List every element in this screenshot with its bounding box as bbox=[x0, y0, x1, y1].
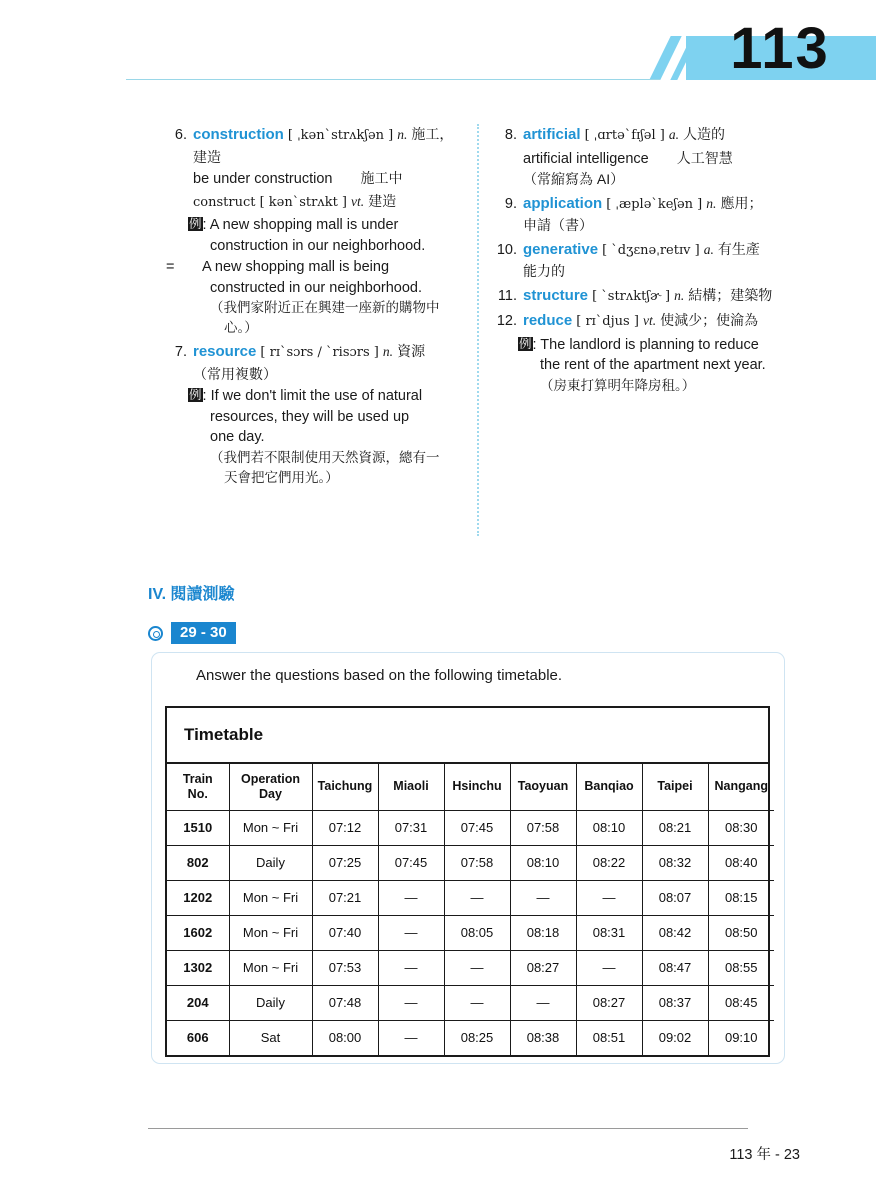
cell-banqiao: 08:31 bbox=[576, 915, 642, 950]
equivalent-line-2: constructed in our neighborhood. bbox=[210, 279, 423, 296]
section-heading: IV. 閱讀測驗 bbox=[148, 586, 235, 603]
cell-miaoli: — bbox=[378, 915, 444, 950]
train-no-line2: No. bbox=[187, 786, 208, 801]
phonetic-transcription: [ ˋstrʌktʃɚ ] bbox=[592, 288, 671, 304]
cell-day: Mon ~ Fri bbox=[229, 880, 312, 915]
vocabulary-left-column bbox=[162, 124, 482, 491]
cell-taoyuan: 08:38 bbox=[510, 1020, 576, 1055]
entry-number: 12. bbox=[496, 313, 517, 329]
definition-zh: 有生產 bbox=[717, 240, 760, 257]
phrase-meaning: 施工中 bbox=[360, 170, 403, 186]
cell-taichung: 07:53 bbox=[312, 950, 378, 985]
cell-day: Mon ~ Fri bbox=[229, 915, 312, 950]
timetable-header-row bbox=[167, 764, 774, 810]
example-line-2: construction in our neighborhood. bbox=[210, 237, 426, 254]
part-of-speech: n. bbox=[706, 195, 717, 211]
cell-banqiao: 08:51 bbox=[576, 1020, 642, 1055]
table-row bbox=[167, 950, 774, 985]
example-line-2: resources, they will be used up bbox=[210, 408, 410, 425]
cell-nangang: 08:15 bbox=[708, 880, 774, 915]
cell-taichung: 07:40 bbox=[312, 915, 378, 950]
definition-zh: 資源 bbox=[397, 343, 426, 359]
col-header-banqiao: Banqiao bbox=[576, 764, 642, 810]
phonetic-transcription: [ ˌæpləˋkeʃən ] bbox=[606, 196, 703, 212]
example-translation-1: （房東打算明年降房租。） bbox=[540, 377, 696, 393]
cell-taoyuan: — bbox=[510, 880, 576, 915]
question-range-badge: 29 - 30 bbox=[171, 622, 236, 644]
entry-number: 8. bbox=[504, 127, 517, 143]
headword: reduce bbox=[523, 312, 573, 329]
entry-number: 7. bbox=[174, 344, 187, 360]
part-of-speech: vt. bbox=[642, 313, 657, 328]
cell-train-no: 1510 bbox=[167, 810, 229, 845]
cell-day: Mon ~ Fri bbox=[229, 950, 312, 985]
definition-zh-cont: 申請（書） bbox=[523, 217, 593, 233]
vocab-entry-reduce bbox=[492, 310, 812, 396]
vocab-entry-generative bbox=[492, 239, 812, 282]
vocab-entry-construction bbox=[162, 124, 482, 338]
reading-passage-box bbox=[151, 652, 785, 1064]
cell-day: Daily bbox=[229, 985, 312, 1020]
cell-miaoli: — bbox=[378, 880, 444, 915]
table-row bbox=[167, 810, 774, 845]
col-header-nangang: Nangang bbox=[708, 764, 774, 810]
cell-train-no: 1302 bbox=[167, 950, 229, 985]
cell-taipei: 08:37 bbox=[642, 985, 708, 1020]
part-of-speech: a. bbox=[668, 127, 680, 142]
cell-banqiao: — bbox=[576, 950, 642, 985]
col-header-taoyuan: Taoyuan bbox=[510, 764, 576, 810]
definition-zh-cont: 建造 bbox=[193, 148, 221, 165]
headword: application bbox=[523, 194, 603, 212]
table-row bbox=[167, 845, 774, 880]
entry-number: 11. bbox=[497, 287, 517, 304]
question-range-line bbox=[148, 622, 236, 644]
reading-prompt: Answer the questions based on the following timetable. bbox=[196, 667, 563, 684]
derivative-line bbox=[162, 191, 482, 214]
cell-banqiao: 08:22 bbox=[576, 845, 642, 880]
cell-miaoli: — bbox=[378, 1020, 444, 1055]
phonetic-transcription: [ ˌkənˋstrʌkʃən ] bbox=[287, 128, 394, 143]
cell-miaoli: 07:45 bbox=[378, 845, 444, 880]
vocab-entry-artificial bbox=[492, 124, 812, 190]
phrase-meaning: 人工智慧 bbox=[676, 149, 733, 166]
col-header-train-no bbox=[167, 764, 229, 810]
example-line-1: : A new shopping mall is under bbox=[202, 217, 399, 233]
page-header bbox=[0, 0, 876, 100]
example-line-1: : If we don't limit the use of natural bbox=[202, 388, 423, 404]
headword: generative bbox=[523, 240, 599, 258]
table-row bbox=[167, 1020, 774, 1055]
cell-train-no: 1202 bbox=[167, 880, 229, 915]
cell-hsinchu: — bbox=[444, 880, 510, 915]
example-line-2: the rent of the apartment next year. bbox=[540, 357, 766, 373]
footer-divider bbox=[148, 1128, 748, 1129]
timetable-title: Timetable bbox=[167, 708, 768, 764]
cell-taichung: 07:21 bbox=[312, 880, 378, 915]
cell-hsinchu: 07:45 bbox=[444, 810, 510, 845]
phrase-line bbox=[162, 168, 482, 190]
abbreviation-note: （常縮寫為 AI） bbox=[523, 171, 625, 187]
train-no-line1: Train bbox=[182, 771, 213, 786]
definition-zh: 應用； bbox=[720, 194, 763, 211]
cell-taipei: 08:07 bbox=[642, 880, 708, 915]
entry-number: 9. bbox=[504, 195, 517, 212]
cell-banqiao: 08:10 bbox=[576, 810, 642, 845]
phrase-line bbox=[492, 148, 812, 170]
derivative-word: construct [ kənˋstrʌkt ] bbox=[193, 194, 348, 210]
cell-train-no: 606 bbox=[167, 1020, 229, 1055]
equals-sign: = bbox=[166, 259, 175, 275]
timetable-head bbox=[167, 764, 774, 810]
example-line-3: one day. bbox=[210, 429, 265, 445]
example-line-1: : The landlord is planning to reduce bbox=[532, 336, 759, 353]
definition-zh: 結構；建築物 bbox=[688, 286, 773, 303]
table-row bbox=[167, 985, 774, 1020]
example-marker-icon: 例 bbox=[189, 217, 202, 231]
cell-taichung: 07:12 bbox=[312, 810, 378, 845]
phrase-text: be under construction bbox=[193, 171, 333, 187]
cell-hsinchu: — bbox=[444, 985, 510, 1020]
cell-nangang: 08:40 bbox=[708, 845, 774, 880]
cell-hsinchu: 08:05 bbox=[444, 915, 510, 950]
timetable-body bbox=[167, 810, 774, 1055]
phonetic-transcription: [ rɪˋsɔrs / ˋrisɔrs ] bbox=[260, 345, 379, 360]
cell-taoyuan: — bbox=[510, 985, 576, 1020]
cell-taoyuan: 07:58 bbox=[510, 810, 576, 845]
phonetic-transcription: [ ˋdʒɛnəˌretɪv ] bbox=[602, 242, 700, 258]
derivative-meaning: 建造 bbox=[368, 192, 397, 209]
example-translation-1: （我們若不限制使用天然資源，總有一 bbox=[210, 449, 440, 465]
definition-zh: 施工， bbox=[411, 126, 454, 142]
col-header-operation-day bbox=[229, 764, 312, 810]
headword: structure bbox=[523, 286, 589, 304]
footer-page-label: 113 年 - 23 bbox=[729, 1147, 800, 1163]
example-marker-icon: 例 bbox=[189, 388, 202, 402]
cell-taoyuan: 08:27 bbox=[510, 950, 576, 985]
entry-number: 6. bbox=[174, 127, 187, 143]
part-of-speech: n. bbox=[382, 344, 394, 359]
vocab-entry-structure bbox=[492, 285, 812, 308]
cell-train-no: 802 bbox=[167, 845, 229, 880]
cell-miaoli: — bbox=[378, 985, 444, 1020]
derivative-pos: vt. bbox=[351, 193, 365, 209]
cell-taipei: 09:02 bbox=[642, 1020, 708, 1055]
cell-day: Sat bbox=[229, 1020, 312, 1055]
cell-taichung: 08:00 bbox=[312, 1020, 378, 1055]
timetable-container bbox=[165, 706, 770, 1057]
phonetic-transcription: [ ˌɑrtəˋfɪʃəl ] bbox=[584, 128, 665, 143]
cell-banqiao: 08:27 bbox=[576, 985, 642, 1020]
operation-day-line2: Day bbox=[259, 786, 282, 801]
cell-nangang: 08:55 bbox=[708, 950, 774, 985]
headword: resource bbox=[193, 343, 257, 360]
col-header-hsinchu: Hsinchu bbox=[444, 764, 510, 810]
cell-taichung: 07:25 bbox=[312, 845, 378, 880]
cell-taoyuan: 08:18 bbox=[510, 915, 576, 950]
col-header-taipei: Taipei bbox=[642, 764, 708, 810]
example-marker-icon: 例 bbox=[519, 336, 532, 351]
part-of-speech: a. bbox=[703, 241, 714, 257]
headword: construction bbox=[193, 126, 284, 143]
cell-train-no: 204 bbox=[167, 985, 229, 1020]
part-of-speech: n. bbox=[674, 287, 685, 303]
cell-day: Mon ~ Fri bbox=[229, 810, 312, 845]
double-circle-icon bbox=[148, 626, 163, 641]
headword: artificial bbox=[523, 126, 581, 143]
definition-zh: 人造的 bbox=[683, 126, 726, 142]
definition-note: （常用複數） bbox=[193, 365, 277, 382]
vocab-entry-resource bbox=[162, 341, 482, 488]
cell-taipei: 08:21 bbox=[642, 810, 708, 845]
definition-zh-cont: 能力的 bbox=[523, 263, 565, 279]
cell-hsinchu: 08:25 bbox=[444, 1020, 510, 1055]
cell-nangang: 09:10 bbox=[708, 1020, 774, 1055]
example-translation-2: 天會把它們用光。） bbox=[224, 469, 339, 485]
operation-day-line1: Operation bbox=[240, 771, 301, 786]
col-header-miaoli: Miaoli bbox=[378, 764, 444, 810]
cell-nangang: 08:50 bbox=[708, 915, 774, 950]
page-number-heading: 113 bbox=[730, 16, 830, 81]
vocabulary-right-column bbox=[492, 124, 812, 399]
cell-banqiao: — bbox=[576, 880, 642, 915]
part-of-speech: n. bbox=[397, 127, 408, 142]
definition-zh: 使減少；使淪為 bbox=[660, 312, 759, 328]
phonetic-transcription: [ rɪˋdjus ] bbox=[576, 314, 639, 329]
table-row bbox=[167, 880, 774, 915]
example-translation-1: （我們家附近正在興建一座新的購物中 bbox=[210, 300, 440, 315]
cell-taichung: 07:48 bbox=[312, 985, 378, 1020]
cell-hsinchu: 07:58 bbox=[444, 845, 510, 880]
vocab-entry-application bbox=[492, 193, 812, 236]
equivalent-line-1: A new shopping mall is being bbox=[202, 259, 390, 275]
example-sentence bbox=[162, 386, 482, 407]
cell-miaoli: — bbox=[378, 950, 444, 985]
example-equivalent bbox=[162, 257, 482, 278]
example-sentence bbox=[162, 215, 482, 236]
cell-nangang: 08:45 bbox=[708, 985, 774, 1020]
cell-taoyuan: 08:10 bbox=[510, 845, 576, 880]
cell-nangang: 08:30 bbox=[708, 810, 774, 845]
col-header-taichung: Taichung bbox=[312, 764, 378, 810]
cell-day: Daily bbox=[229, 845, 312, 880]
entry-number: 10. bbox=[496, 241, 517, 258]
cell-taipei: 08:47 bbox=[642, 950, 708, 985]
vocabulary-section bbox=[0, 124, 876, 544]
example-sentence bbox=[492, 335, 812, 356]
phrase-text: artificial intelligence bbox=[523, 150, 649, 167]
cell-hsinchu: — bbox=[444, 950, 510, 985]
cell-taipei: 08:32 bbox=[642, 845, 708, 880]
header-rule bbox=[126, 79, 660, 80]
timetable bbox=[167, 764, 774, 1055]
cell-miaoli: 07:31 bbox=[378, 810, 444, 845]
cell-train-no: 1602 bbox=[167, 915, 229, 950]
example-translation-2: 心。） bbox=[224, 320, 258, 335]
cell-taipei: 08:42 bbox=[642, 915, 708, 950]
table-row bbox=[167, 915, 774, 950]
